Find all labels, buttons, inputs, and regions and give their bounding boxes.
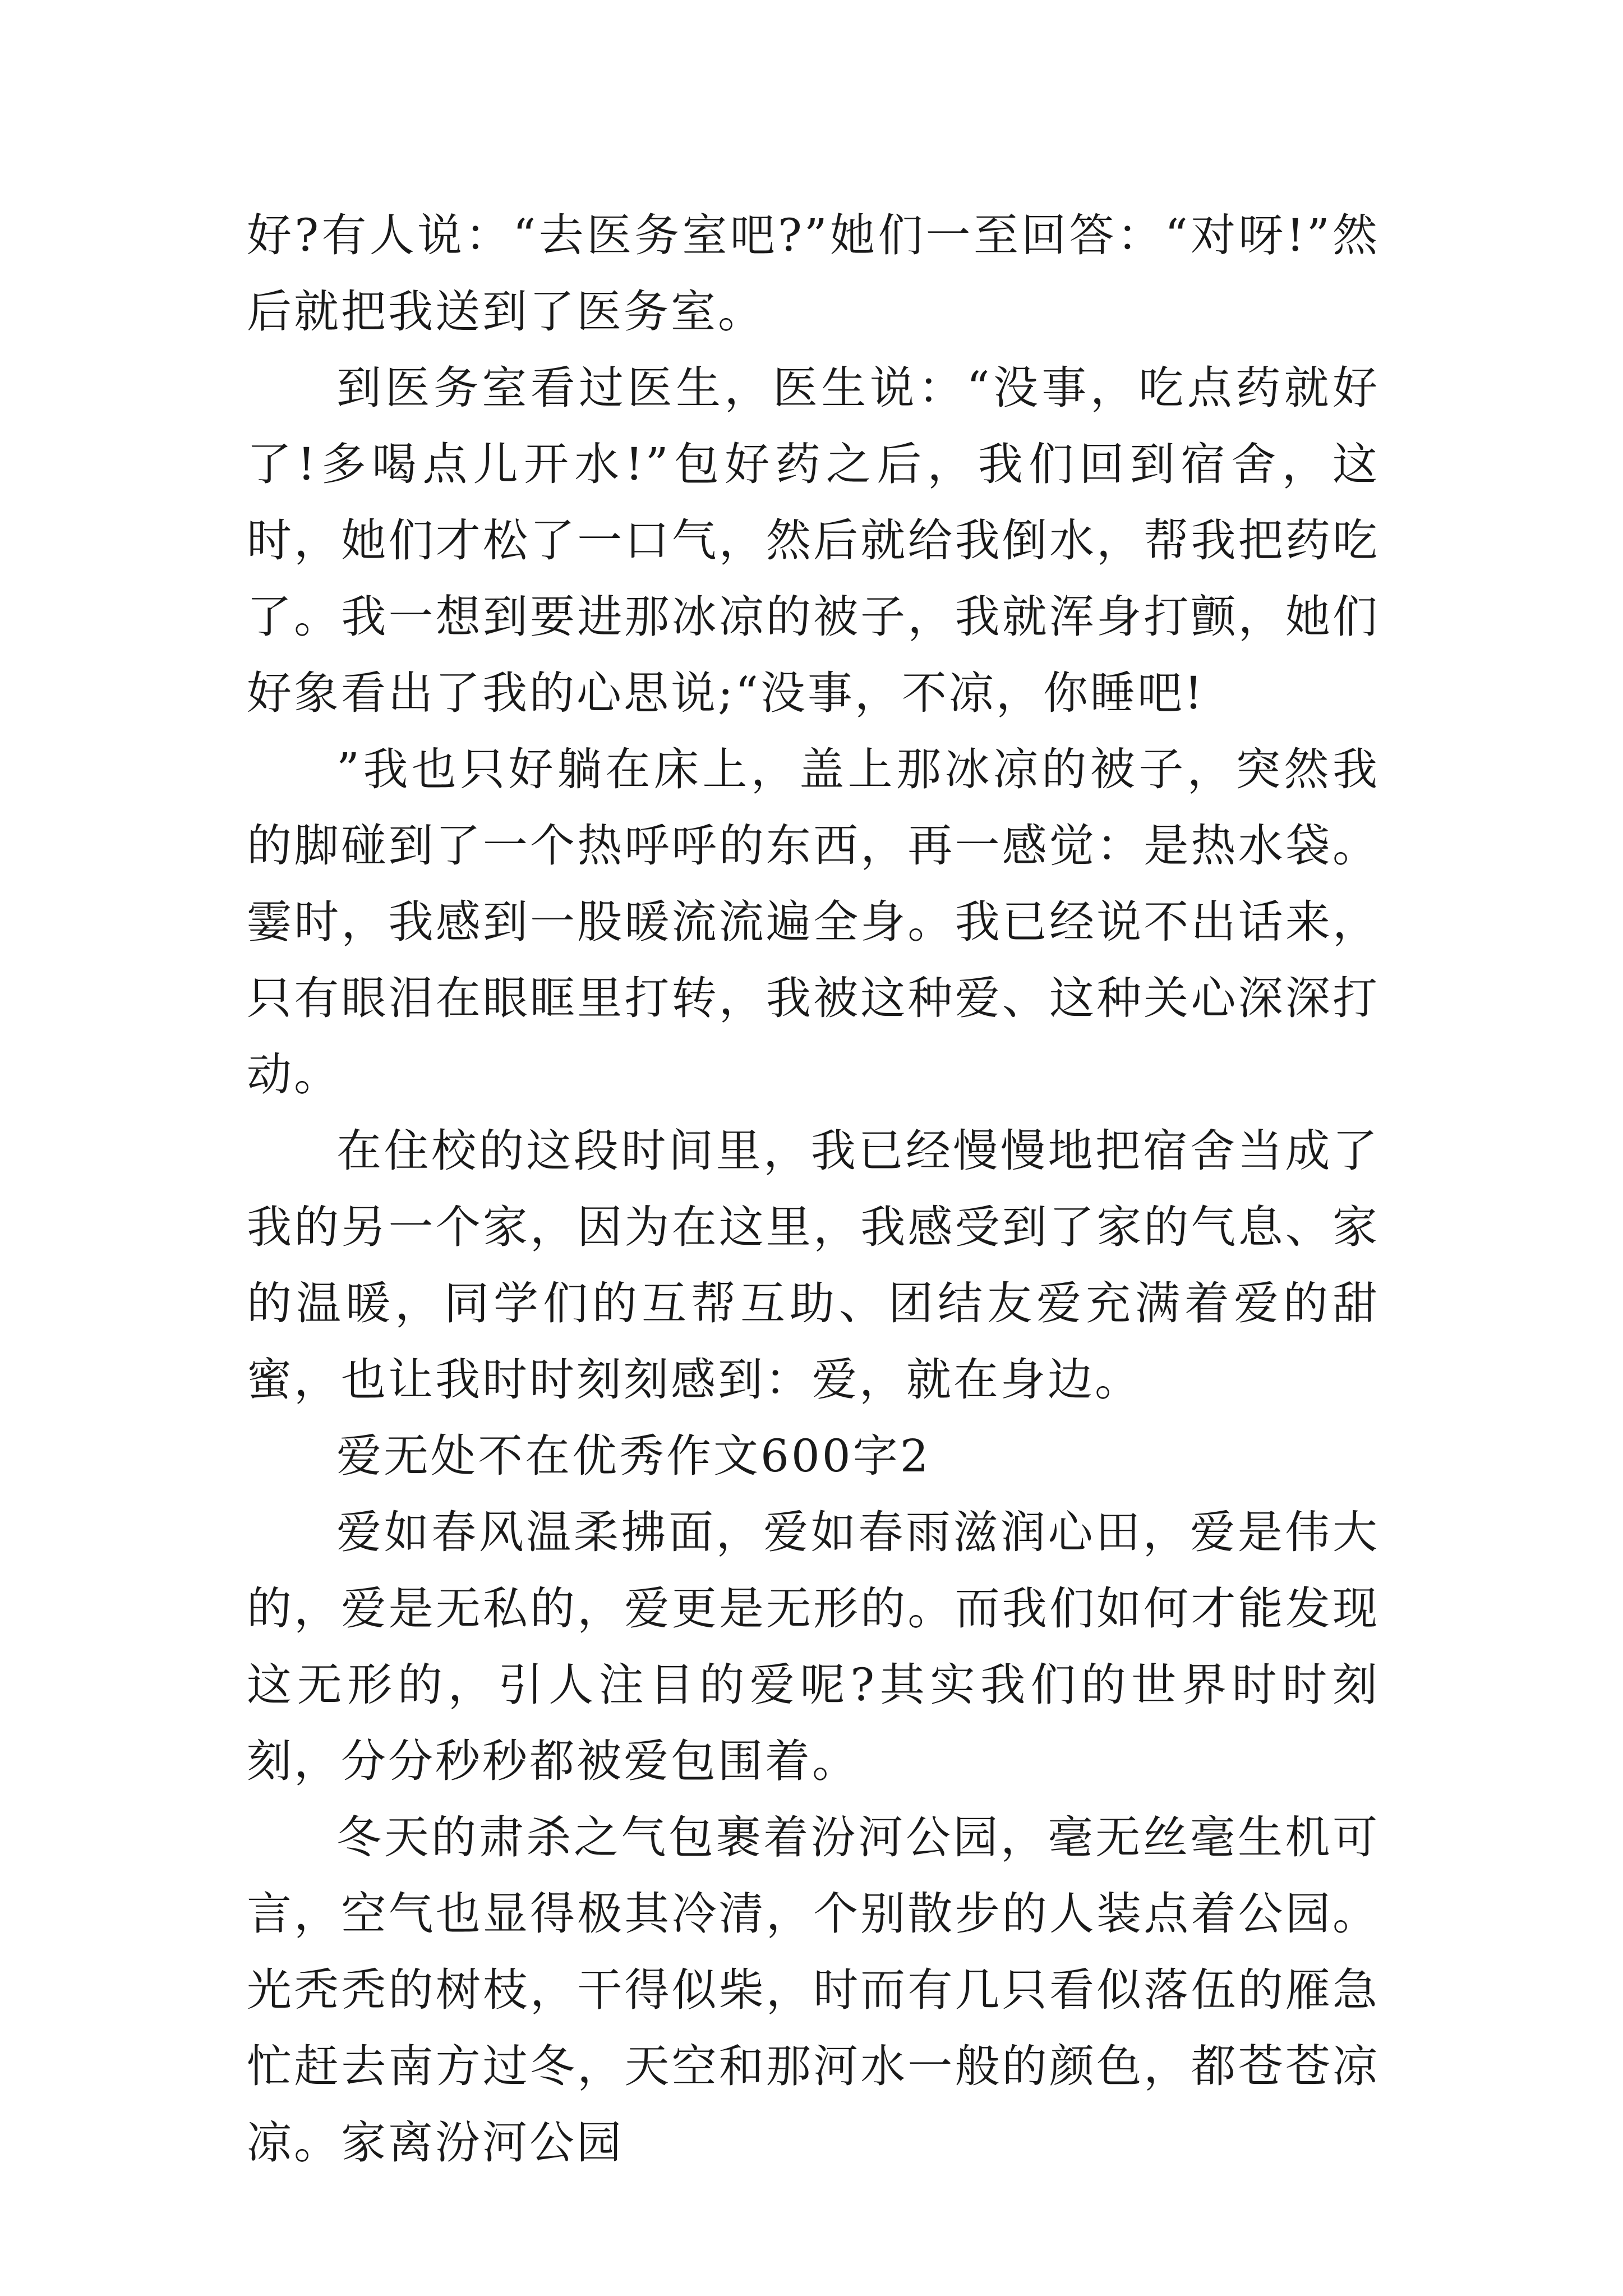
paragraph-hot-water-bag: ”我也只好躺在床上，盖上那冰凉的被子，突然我的脚碰到了一个热呼呼的东西，再一感觉：是热水袋。霎时，我感到一股暖流流遍全身。我已经说不出话来，只有眼泪在眼眶里打转，我被这种爱、这种关心深深打动。	[247, 743, 1380, 1101]
paragraph-winter-park: 冬天的肃杀之气包裹着汾河公园，毫无丝毫生机可言，空气也显得极其冷清，个别散步的人装点着公园。光秃秃的树枝，干得似柴，时而有几只看似落伍的雁急忙赶去南方过冬，天空和那河水一般的颜色，都苍苍凉凉。家离汾河公园	[247, 1811, 1380, 2169]
paragraph-clinic-visit: 到医务室看过医生，医生说：“没事，吃点药就好了!多喝点儿开水!”包好药之后，我们回到宿舍，这时，她们才松了一口气，然后就给我倒水，帮我把药吃了。我一想到要进那冰凉的被子，我就浑身打颤，她们好象看出了我的心思说;“没事，不凉，你睡吧!	[247, 362, 1380, 719]
essay-title: 爱无处不在优秀作文600字2	[336, 1430, 931, 1482]
document-body	[247, 197, 1380, 2181]
paragraph-love-intro: 爱如春风温柔拂面，爱如春雨滋润心田，爱是伟大的，爱是无私的，爱更是无形的。而我们如何才能发现这无形的，引人注目的爱呢?其实我们的世界时时刻刻，分分秒秒都被爱包围着。	[247, 1506, 1380, 1787]
paragraph-continuation: 好?有人说：“去医务室吧?”她们一至回答：“对呀!”然后就把我送到了医务室。	[247, 209, 1380, 338]
paragraph-dorm-home: 在住校的这段时间里，我已经慢慢地把宿舍当成了我的另一个家，因为在这里，我感受到了家的气息、家的温暖，同学们的互帮互助、团结友爱充满着爱的甜蜜，也让我时时刻刻感到：爱，就在身边。	[247, 1125, 1380, 1406]
